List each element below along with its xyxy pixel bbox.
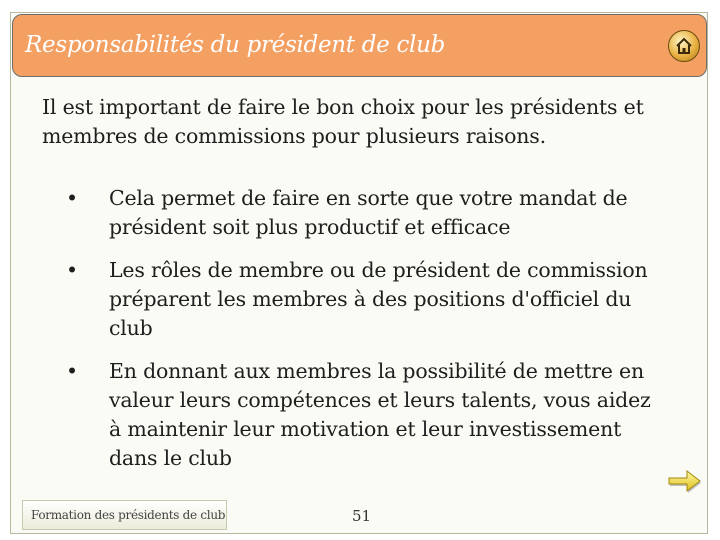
footer-text: Formation des présidents de club xyxy=(31,508,226,522)
page-number: 51 xyxy=(352,507,372,525)
next-button[interactable] xyxy=(667,467,703,495)
bullet-text: Cela permet de faire en sorte que votre mandat de président soit plus productif et efficace xyxy=(109,186,628,239)
slide-title: Responsabilités du président de club xyxy=(25,32,446,58)
bullet-marker: • xyxy=(66,186,78,210)
bullet-list xyxy=(60,184,660,487)
next-arrow-icon xyxy=(667,467,703,495)
home-icon xyxy=(674,36,694,56)
bullet-item xyxy=(60,256,660,343)
bullet-marker: • xyxy=(66,258,78,282)
bullet-item xyxy=(60,184,660,242)
footer xyxy=(22,500,227,530)
bullet-text: En donnant aux membres la possibilité de mettre en valeur leurs compétences et leurs talents, vous aidez à maintenir leur motivation et leur investissement dans le club xyxy=(109,359,651,470)
intro-paragraph: Il est important de faire le bon choix pour les présidents et membres de commissions pour plusieurs raisons. xyxy=(42,95,644,148)
bullet-item xyxy=(60,357,660,473)
title-bar xyxy=(12,14,707,77)
bullet-text: Les rôles de membre ou de président de commission préparent les membres à des positions d'officiel du club xyxy=(109,258,648,340)
home-button[interactable] xyxy=(668,30,700,62)
bullet-marker: • xyxy=(66,359,78,383)
